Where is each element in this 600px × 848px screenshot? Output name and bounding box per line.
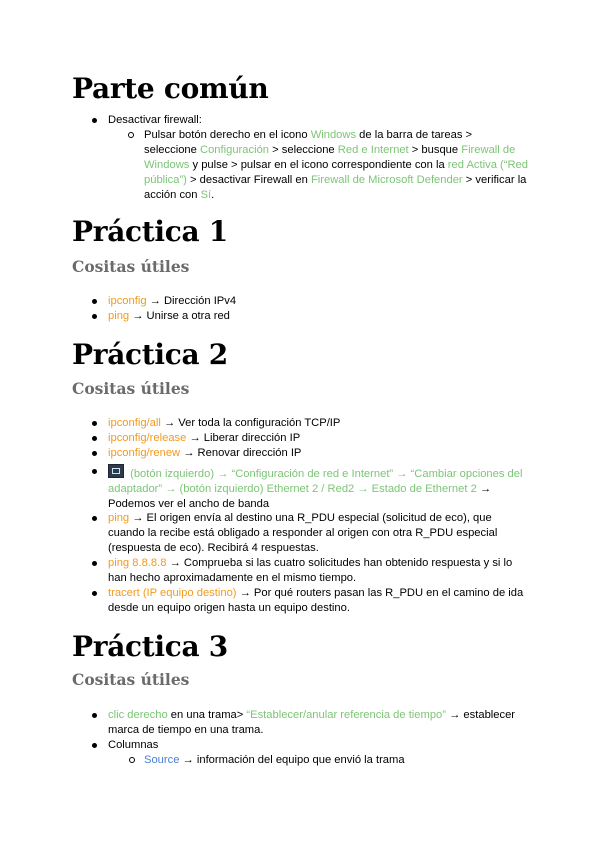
list-item	[0, 511, 528, 556]
list-item	[0, 738, 528, 753]
list-subitem	[0, 753, 528, 768]
list-item	[0, 464, 528, 512]
text-run: Columnas	[108, 738, 159, 751]
list-parte-comun	[0, 113, 600, 202]
list-item	[0, 431, 528, 446]
text-run: → Unirse a otra red	[129, 309, 230, 322]
heading-parte-comun: Parte común	[72, 72, 269, 105]
highlighted-text: ping 8.8.8.8	[108, 557, 167, 570]
highlighted-text: clic derecho	[108, 709, 168, 721]
highlighted-text: Windows	[310, 128, 357, 141]
text-run: → Podemos ver el ancho de banda	[108, 482, 492, 510]
highlighted-text: ipconfig/release	[108, 431, 187, 444]
list-practica-2	[0, 416, 600, 616]
list-item	[0, 416, 528, 431]
text-run: y pulse > pulsar en el icono correspondiente con la	[189, 158, 448, 171]
heading-practica-1: Práctica 1	[72, 215, 228, 248]
highlighted-text: ping	[108, 512, 130, 525]
highlighted-text: red Activa (“Red pública”)	[144, 158, 529, 186]
highlighted-text: Sí	[200, 188, 212, 201]
list-item	[0, 586, 528, 616]
subheading-practica-3: Cositas útiles	[72, 670, 190, 689]
text-run: → Comprueba si las cuatro solicitudes han obtenido respuesta y si lo han hecho aproximadamente en el mismo tiempo.	[108, 557, 513, 585]
text-run: en una trama>	[167, 709, 247, 721]
text-run: .	[211, 188, 215, 201]
highlighted-text: (botón izquierdo) → “Configuración de red e Internet” → “Cambiar opciones del adaptador” → (botón izquierdo) Ethernet 2 / Red2 → Estado de Ethernet 2	[108, 467, 523, 495]
list-item	[0, 446, 528, 461]
highlighted-text: Firewall de Microsoft Defender	[310, 173, 463, 186]
text-run: → Por qué routers pasan las R_PDU en el camino de ida desde un equipo origen hasta un equipo destino.	[108, 586, 524, 614]
text-run: > verificar la acción con	[144, 173, 527, 201]
text-run: > desactivar Firewall en	[186, 173, 311, 186]
text-run: → Renovar dirección IP	[180, 446, 302, 459]
highlighted-text: ping	[108, 309, 130, 322]
highlighted-text: “Establecer/anular referencia de tiempo”	[246, 709, 447, 721]
highlighted-text: Firewall de Windows	[144, 143, 516, 171]
text-run: → El origen envía al destino una R_PDU especial (solicitud de eco), que cuando la recibe está obligado a responder al origen con otra R_PDU especial (respuesta de eco). Recibirá 4 respuestas.	[108, 512, 498, 555]
list-practica-1	[0, 294, 600, 324]
network-icon	[108, 464, 124, 478]
subheading-practica-2: Cositas útiles	[72, 379, 190, 398]
highlighted-text: Source	[144, 753, 180, 766]
highlighted-text: Configuración	[199, 143, 270, 156]
highlighted-text: ipconfig/renew	[108, 446, 181, 459]
text-run: → Ver toda la configuración TCP/IP	[160, 417, 341, 429]
list-item	[0, 708, 528, 738]
heading-practica-2: Práctica 2	[72, 338, 228, 371]
text-run: → Dirección IPv4	[146, 295, 237, 307]
list-item: Desactivar firewall:	[0, 113, 528, 128]
highlighted-text: ipconfig	[108, 295, 147, 307]
text-run: > seleccione	[269, 143, 338, 156]
highlighted-text: Red e Internet	[337, 143, 409, 156]
highlighted-text: ipconfig/all	[108, 417, 161, 429]
list-practica-3	[0, 708, 600, 768]
list-item	[0, 294, 528, 309]
text-run: > busque	[408, 143, 462, 156]
heading-practica-3: Práctica 3	[72, 630, 228, 663]
text-run: Pulsar botón derecho en el icono	[144, 128, 311, 141]
list-item	[0, 309, 528, 324]
list-subitem	[0, 128, 528, 203]
text-run: → Liberar dirección IP	[186, 431, 301, 444]
highlighted-text: tracert (IP equipo destino)	[108, 586, 237, 599]
text-run: de la barra de tareas > seleccione	[144, 128, 473, 156]
list-item	[0, 556, 528, 586]
subheading-practica-1: Cositas útiles	[72, 257, 190, 276]
text-run: → información del equipo que envió la trama	[179, 753, 405, 766]
text-run: → establecer marca de tiempo en una trama.	[108, 709, 516, 736]
